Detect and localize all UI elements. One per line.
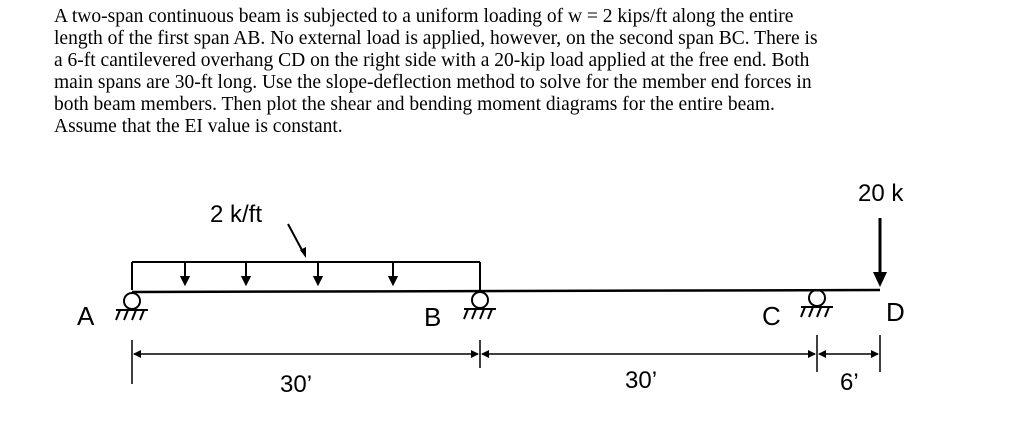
problem-line: length of the first span AB. No external load is applied, however, on the second span BC. There is [54, 28, 818, 49]
problem-line: both beam members. Then plot the shear and bending moment diagrams for the entire beam. [54, 94, 775, 115]
dimension-ab: 30’ [280, 371, 313, 398]
problem-line: Assume that the EI value is constant. [54, 116, 343, 137]
problem-line: main spans are 30-ft long. Use the slope-deflection method to solve for the member end forces in [54, 72, 812, 93]
point-label-b: B [424, 302, 442, 332]
dimension-lines [132, 335, 880, 384]
problem-line: A two-span continuous beam is subjected to a uniform loading of w = 2 kips/ft along the entire [54, 6, 794, 27]
problem-line: a 6-ft cantilevered overhang CD on the right side with a 20-kip load applied at the free end. Both [54, 50, 810, 71]
distributed-load [132, 262, 480, 290]
dimension-bc: 30’ [625, 367, 658, 394]
point-load-arrow [873, 218, 887, 287]
point-load-label: 20 k [858, 180, 904, 207]
point-label-d: D [886, 297, 905, 327]
point-label-a: A [77, 301, 95, 331]
point-label-c: C [762, 301, 781, 331]
dimension-cd: 6’ [840, 369, 859, 396]
support-a [116, 293, 148, 320]
load-label: 2 k/ft [210, 201, 263, 228]
support-b [464, 292, 496, 319]
beam [132, 290, 880, 292]
support-c [801, 290, 833, 317]
load-leader-arrow [288, 224, 306, 258]
